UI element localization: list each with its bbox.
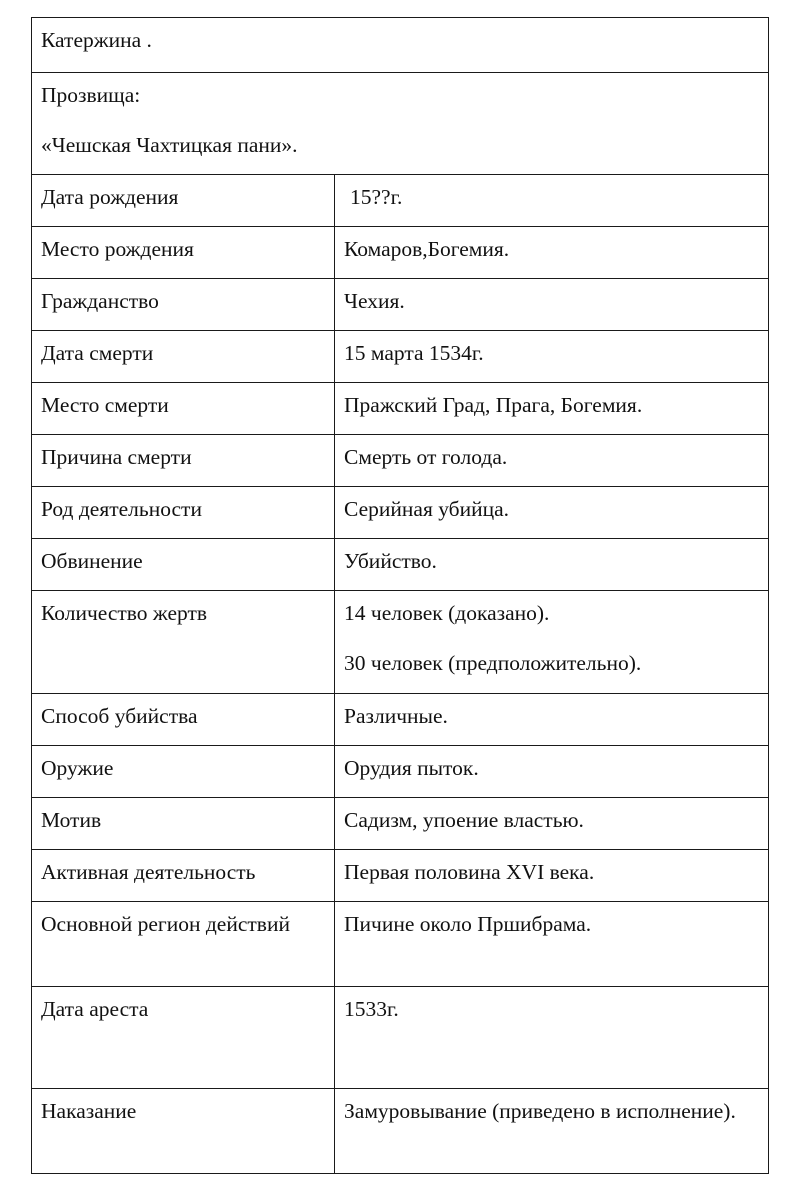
field-label: Место рождения [32, 227, 335, 279]
field-value: Комаров,Богемия. [335, 227, 769, 279]
field-value: 1533г. [335, 987, 769, 1089]
field-value-cell [335, 591, 769, 694]
field-label: Количество жертв [32, 591, 335, 694]
table-row [32, 987, 769, 1089]
table-row [32, 279, 769, 331]
name-row [32, 18, 769, 73]
table-row [32, 798, 769, 850]
table-row [32, 331, 769, 383]
table-row [32, 694, 769, 746]
name-cell [32, 18, 769, 73]
field-value: Убийство. [335, 539, 769, 591]
field-value: Орудия пыток. [335, 746, 769, 798]
field-label: Дата ареста [32, 987, 335, 1089]
table-row [32, 383, 769, 435]
field-label: Основной регион действий [32, 902, 335, 987]
field-label: Обвинение [32, 539, 335, 591]
nicknames-cell [32, 73, 769, 175]
field-value: 14 человек (доказано). [344, 601, 550, 625]
table-row [32, 175, 769, 227]
nicknames-label: Прозвища: [41, 83, 141, 107]
field-value: Смерть от голода. [335, 435, 769, 487]
field-label: Дата рождения [32, 175, 335, 227]
field-label: Оружие [32, 746, 335, 798]
field-value: Пражский Град, Прага, Богемия. [335, 383, 769, 435]
table-row [32, 1089, 769, 1174]
field-label: Активная деятельность [32, 850, 335, 902]
person-name: Катержина . [41, 28, 152, 52]
field-value: Различные. [335, 694, 769, 746]
field-value-secondary: 30 человек (предположительно). [344, 651, 642, 675]
table-row [32, 539, 769, 591]
table-row [32, 902, 769, 987]
field-label: Причина смерти [32, 435, 335, 487]
field-label: Способ убийства [32, 694, 335, 746]
field-value-cell [335, 175, 769, 227]
field-label: Мотив [32, 798, 335, 850]
table-row [32, 435, 769, 487]
table-row [32, 487, 769, 539]
field-value: Серийная убийца. [335, 487, 769, 539]
field-value: 15 марта 1534г. [335, 331, 769, 383]
field-value: Первая половина XVI века. [335, 850, 769, 902]
field-label: Дата смерти [32, 331, 335, 383]
table-row [32, 850, 769, 902]
field-value: Чехия. [335, 279, 769, 331]
field-value: Пичине около Пршибрама. [335, 902, 769, 987]
field-value: Садизм, упоение властью. [335, 798, 769, 850]
nicknames-value: «Чешская Чахтицкая пани». [41, 133, 298, 157]
field-label: Гражданство [32, 279, 335, 331]
field-label: Место смерти [32, 383, 335, 435]
profile-table [31, 17, 769, 1174]
table-row [32, 591, 769, 694]
nicknames-row [32, 73, 769, 175]
field-label: Род деятельности [32, 487, 335, 539]
table-row [32, 746, 769, 798]
field-value: Замуровывание (приведено в исполнение). [335, 1089, 769, 1174]
field-label: Наказание [32, 1089, 335, 1174]
field-value: 15??г. [350, 185, 403, 209]
table-row [32, 227, 769, 279]
